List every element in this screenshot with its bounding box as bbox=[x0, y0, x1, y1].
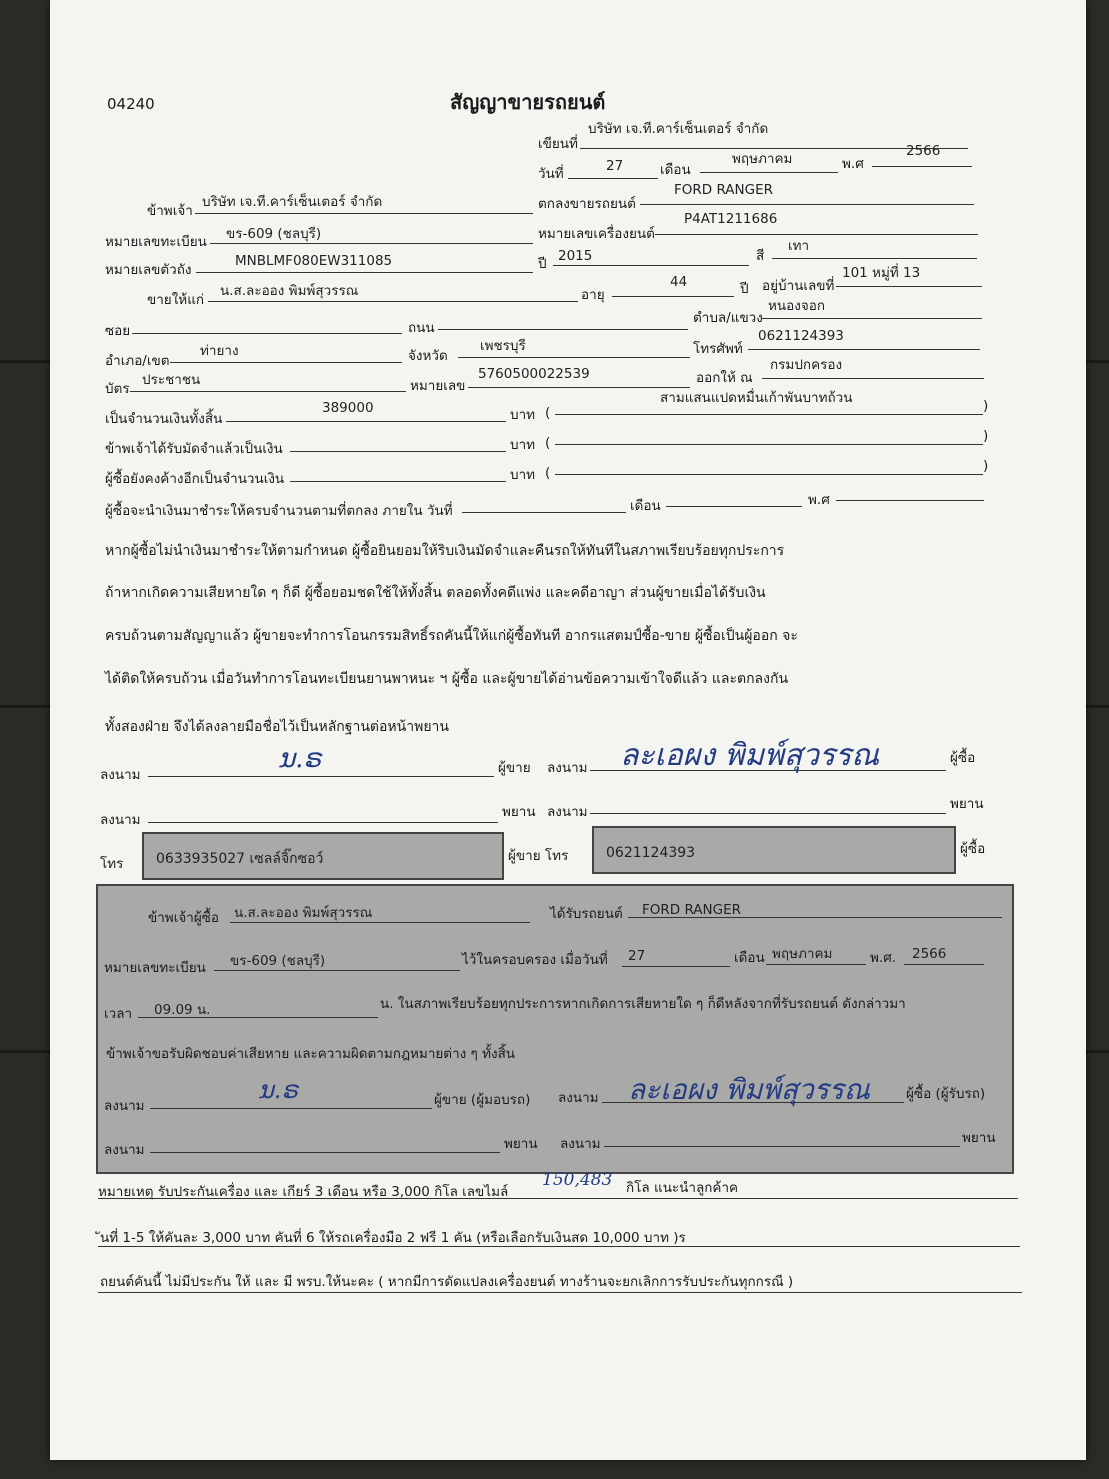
seller-label: ผู้ขาย bbox=[498, 760, 531, 776]
total-label: เป็นจำนวนเงินทั้งสิ้น bbox=[105, 411, 223, 427]
witness-label: พยาน bbox=[502, 804, 536, 820]
age-label: อายุ bbox=[581, 287, 605, 303]
receipt-year: 2566 bbox=[912, 946, 947, 962]
color-value: เทา bbox=[788, 238, 810, 254]
witness-label: พยาน bbox=[950, 796, 984, 812]
receipt-plate: ขร-609 (ชลบุรี) bbox=[230, 953, 326, 969]
chassis-label: หมายเลขตัวถัง bbox=[105, 262, 192, 278]
receipt-month: พฤษภาคม bbox=[772, 946, 833, 962]
receipt-seller-label: ผู้ขาย (ผู้มอบรถ) bbox=[434, 1092, 531, 1108]
buyer-phone: 0621124393 bbox=[606, 845, 696, 861]
car-year: 2015 bbox=[558, 248, 593, 264]
deposit-label: ข้าพเจ้าได้รับมัดจำแล้วเป็นเงิน bbox=[105, 441, 283, 457]
page-title: สัญญาขายรถยนต์ bbox=[450, 90, 606, 114]
issued-by: กรมปกครอง bbox=[770, 357, 843, 373]
receipt-buyer-label: ข้าพเจ้าผู้ซื้อ bbox=[148, 910, 219, 926]
phone-label: โทรศัพท์ bbox=[693, 341, 743, 357]
seller-phone: 0633935027 เซลล์จิ๊กซอว์ bbox=[156, 851, 324, 867]
terms-line: ถ้าหากเกิดความเสียหายใด ๆ ก็ดี ผู้ซื้อยอมชดใช้ให้ทั้งสิ้น ตลอดทั้งคดีแพ่ง และคดีอาญา ส่วนผู้ขายเมื่อได้รับเงิน bbox=[105, 585, 766, 601]
sign-label: ลงนาม bbox=[104, 1142, 145, 1158]
written-at-value: บริษัท เจ.ที.คาร์เซ็นเตอร์ จำกัด bbox=[588, 121, 769, 137]
engine-label: หมายเลขเครื่องยนต์ bbox=[538, 226, 655, 242]
remarks-line: ันที่ 1-5 ให้คันละ 3,000 บาท คันที่ 6 ให้รถเครื่องมือ 2 ฟรี 1 คัน (หรือเลือกรับเงินสด 10,000 บาท )ร bbox=[100, 1230, 686, 1246]
card-label: บัตร bbox=[105, 381, 130, 397]
sold-to-label: ขายให้แก่ bbox=[147, 292, 205, 308]
owed-label: ผู้ซื้อยังคงค้างอีกเป็นจำนวนเงิน bbox=[105, 471, 285, 487]
receipt-time: 09.09 น. bbox=[154, 1002, 211, 1018]
seller-phone-label: ผู้ขาย โทร bbox=[508, 848, 569, 864]
pay-month-label: เดือน bbox=[630, 498, 661, 514]
sign-label: ลงนาม bbox=[100, 812, 141, 828]
sign-label: ลงนาม bbox=[560, 1136, 601, 1152]
card-no-label: หมายเลข bbox=[410, 378, 466, 394]
receipt-buyer: น.ส.ละออง พิมพ์สุวรรณ bbox=[234, 905, 373, 921]
receipt-car: FORD RANGER bbox=[642, 902, 741, 918]
car-year-label: ปี bbox=[538, 256, 547, 272]
terms-line: ได้ติดให้ครบถ้วน เมื่อวันทำการโอนทะเบียนยานพาหนะ ฯ ผู้ซื้อ และผู้ขายได้อ่านข้อความเข้าใจดีแล้ว และตกลงกัน bbox=[105, 671, 789, 687]
receipt-year-label: พ.ศ. bbox=[870, 950, 897, 966]
phone-label: โทร bbox=[100, 856, 124, 872]
baht-label: บาท bbox=[510, 467, 536, 483]
possession-label: ไว้ในครอบครอง เมื่อวันที่ bbox=[462, 952, 608, 968]
time-label: เวลา bbox=[104, 1006, 133, 1022]
seller-signature: ນ.ຣ bbox=[278, 744, 322, 774]
road-label: ถนน bbox=[408, 320, 435, 336]
receipt-seller-signature: ນ.ຣ bbox=[258, 1076, 298, 1104]
house-value: 101 หมู่ที่ 13 bbox=[842, 265, 921, 281]
receipt-plate-label: หมายเลขทะเบียน bbox=[104, 960, 206, 976]
date-year: 2566 bbox=[906, 143, 941, 159]
sign-label: ลงนาม bbox=[104, 1098, 145, 1114]
district-label: อำเภอ/เขต bbox=[105, 353, 170, 369]
received-label: ได้รับรถยนต์ bbox=[550, 906, 623, 922]
baht-label: บาท bbox=[510, 437, 536, 453]
i-label: ข้าพเจ้า bbox=[147, 203, 193, 219]
province-label: จังหวัด bbox=[408, 348, 448, 364]
subdistrict-value: หนองจอก bbox=[768, 298, 826, 314]
seller-phone-box bbox=[142, 832, 504, 880]
buyer-label: ผู้ซื้อ bbox=[960, 841, 986, 857]
subdistrict-label: ตำบล/แขวง bbox=[693, 310, 763, 326]
witness-label: พยาน bbox=[962, 1130, 996, 1146]
sign-label: ลงนาม bbox=[547, 760, 588, 776]
chassis-value: MNBLMF080EW311085 bbox=[235, 253, 393, 269]
buyer-signature: ละเอผง พิมพ์สุวรรณ bbox=[620, 738, 880, 773]
plate-value: ขร-609 (ชลบุรี) bbox=[226, 226, 322, 242]
baht-label: บาท bbox=[510, 407, 536, 423]
car-model: FORD RANGER bbox=[674, 182, 773, 198]
agree-label: ตกลงขายรถยนต์ bbox=[538, 196, 636, 212]
soi-label: ซอย bbox=[105, 323, 131, 339]
district-value: ท่ายาง bbox=[200, 343, 239, 359]
mileage-value: 150,483 bbox=[542, 1170, 613, 1190]
color-label: สี bbox=[756, 248, 765, 264]
phone-value: 0621124393 bbox=[758, 328, 844, 344]
sign-label: ลงนาม bbox=[100, 767, 141, 783]
remarks-line: หมายเหตุ รับประกันเครื่อง และ เกียร์ 3 เดือน หรือ 3,000 กิโล เลขไมล์ bbox=[98, 1184, 509, 1200]
engine-value: P4AT1211686 bbox=[684, 211, 778, 227]
remarks-line: ถยนต์คันนี้ ไม่มีประกัน ให้ และ มี พรบ.ให้นะคะ ( หากมีการดัดแปลงเครื่องยนต์ ทางร้านจะยกเลิกการรับประกันทุกกรณี ) bbox=[100, 1274, 794, 1290]
pay-year-label: พ.ศ bbox=[808, 492, 830, 508]
remarks-line: กิโล แนะนำลูกค้าค bbox=[626, 1180, 739, 1196]
terms-line: ครบถ้วนตามสัญญาแล้ว ผู้ขายจะทำการโอนกรรมสิทธิ์รถคันนี้ให้แก่ผู้ซื้อทันที อากรแสตมป์ซื้อ-ขาย ผู้ซื้อเป็นผู้ออก จะ bbox=[105, 628, 798, 644]
buyer-name: น.ส.ละออง พิมพ์สุวรรณ bbox=[220, 283, 359, 299]
sign-label: ลงนาม bbox=[547, 804, 588, 820]
receipt-day: 27 bbox=[628, 948, 646, 964]
date-day: 27 bbox=[606, 158, 624, 174]
receipt-month-label: เดือน bbox=[734, 950, 765, 966]
sign-label: ลงนาม bbox=[558, 1090, 599, 1106]
issued-label: ออกให้ ณ bbox=[696, 370, 753, 386]
month-label: เดือน bbox=[660, 162, 691, 178]
year-label: พ.ศ bbox=[842, 156, 864, 172]
total-in-words: สามแสนแปดหมื่นเก้าพันบาทถ้วน bbox=[660, 390, 853, 406]
receipt-section bbox=[96, 884, 1014, 1174]
date-label: วันที่ bbox=[538, 166, 564, 182]
province-value: เพชรบุรี bbox=[480, 338, 526, 354]
card-no: 5760500022539 bbox=[478, 366, 590, 382]
age-unit: ปี bbox=[740, 281, 749, 297]
house-label: อยู่บ้านเลขที่ bbox=[762, 278, 835, 294]
buyer-phone-box bbox=[592, 826, 956, 874]
receipt-condition: น. ในสภาพเรียบร้อยทุกประการหากเกิดการเสียหายใด ๆ ก็ดีหลังจากที่รับรถยนต์ ดังกล่าวมา bbox=[380, 996, 906, 1012]
receipt-buyer-label: ผู้ซื้อ (ผู้รับรถ) bbox=[906, 1086, 986, 1102]
total-amount: 389000 bbox=[322, 400, 374, 416]
card-type: ประชาชน bbox=[142, 372, 201, 388]
receipt-liability: ข้าพเจ้าขอรับผิดชอบค่าเสียหาย และความผิดตามกฎหมายต่าง ๆ ทั้งสิ้น bbox=[106, 1046, 516, 1062]
receipt-buyer-signature: ละเอผง พิมพ์สุวรรณ bbox=[628, 1073, 870, 1106]
buyer-label: ผู้ซื้อ bbox=[950, 750, 976, 766]
date-month: พฤษภาคม bbox=[732, 151, 793, 167]
terms-line: หากผู้ซื้อไม่นำเงินมาชำระให้ตามกำหนด ผู้ซื้อยินยอมให้ริบเงินมัดจำและคืนรถให้ทันทีในสภาพเรียบร้อยทุกประการ bbox=[105, 543, 785, 559]
plate-label: หมายเลขทะเบียน bbox=[105, 234, 207, 250]
seller-name: บริษัท เจ.ที.คาร์เซ็นเตอร์ จำกัด bbox=[202, 194, 383, 210]
pay-deadline-label: ผู้ซื้อจะนำเงินมาชำระให้ครบจำนวนตามที่ตกลง ภายใน วันที่ bbox=[105, 503, 453, 519]
doc-number: 04240 bbox=[107, 95, 155, 113]
written-at-label: เขียนที่ bbox=[538, 136, 578, 152]
age-value: 44 bbox=[670, 274, 688, 290]
witness-label: พยาน bbox=[504, 1136, 538, 1152]
terms-line: ทั้งสองฝ่าย จึงได้ลงลายมือชื่อไว้เป็นหลักฐานต่อหน้าพยาน bbox=[105, 719, 449, 735]
contract-paper: 04240 สัญญาขายรถยนต์ เขียนที่ บริษัท เจ.ที.คาร์เซ็นเตอร์ จำกัด วันที่ 27 เดือน พฤษภาคม พ.ศ 2566 ข้าพเจ้า บริษัท เจ.ที.คาร์เซ็นเตอร์ จำกัด ตกลงขายรถยนต์ FORD RANGER หมายเลขทะเบียน ขร-609 (ชลบุรี) หมายเลขเครื่องยนต์ P4AT1211686 หมายเลขตัวถัง MNBLMF080EW311085 ปี 2015 สี เทา ขายให้แก่ น.ส.ละออง พิมพ์สุวรรณ อายุ 44 ปี อยู่บ้านเลขที่ 101 หมู่ที่ 13 ซอย ถนน ตำบล/แขวง หนองจอก อำเภอ/เขต ท่ายาง จังหวัด เพชรบุรี โทรศัพท์ 0621124393 บัตร ประชาชน หมายเลข 5760500022539 ออกให้ ณ กรมปกครอง เป็นจำนวนเงินทั้งสิ้น 389000 บาท ( สามแสนแปดหมื่นเก้าพันบาทถ้วน ) ข้าพเจ้าได้รับมัดจำแล้วเป็นเงิน บาท ( ) ผู้ซื้อยังคงค้างอีกเป็นจำนวนเงิน บาท ( ) ผู้ซื้อจะนำเงินมาชำระให้ครบจำนวนตามที่ตกลง ภายใน วันที่ เดือน พ.ศ หากผู้ซื้อไม่นำเงินมาชำระให้ตามกำหนด ผู้ซื้อยินยอมให้ริบเงินมัดจำและคืนรถให้ทันทีในสภาพเรียบร้อยทุกประการ ถ้าหากเกิดความเสียหายใด ๆ ก็ดี ผู้ซื้อยอมชดใช้ให้ทั้งสิ้น ตลอดทั้งคดีแพ่ง และคดีอาญา ส่วนผู้ขายเมื่อได้รับเงิน ครบถ้วนตามสัญญาแล้ว ผู้ขายจะทำการโอนกรรมสิทธิ์รถคันนี้ให้แก่ผู้ซื้อทันที อากรแสตมป์ซื้อ-ขาย ผู้ซื้อเป็นผู้ออก จะ ได้ติดให้ครบถ้วน เมื่อวันทำการโอนทะเบียนยานพาหนะ ฯ ผู้ซื้อ และผู้ขายได้อ่านข้อความเข้าใจดีแล้ว และตกลงกัน ทั้งสองฝ่าย จึงได้ลงลายมือชื่อไว้เป็นหลักฐานต่อหน้าพยาน ลงนาม ນ.ຣ ผู้ขาย ลงนาม ละเอผง พิมพ์สุวรรณ ผู้ซื้อ ลงนาม พยาน ลงนาม พยาน โทร 0633935027 เซลล์จิ๊กซอว์ ผู้ขาย โทร 0621124393 ผู้ซื้อ ข้าพเจ้าผู้ซื้อ น.ส.ละออง พิมพ์สุวรรณ ได้รับรถยนต์ FORD RANGER หมายเลขทะเบียน ขร-609 (ชลบุรี) ไว้ในครอบครอง เมื่อวันที่ 27 เดือน พฤษภาคม พ.ศ. 2566 เวลา 09.09 น. น. ในสภาพเรียบร้อยทุกประการหากเกิดการเสียหายใด ๆ ก็ดีหลังจากที่รับรถยนต์ ดังกล่าวมา ข้าพเจ้าขอรับผิดชอบค่าเสียหาย และความผิดตามกฎหมายต่าง ๆ ทั้งสิ้น ลงนาม ນ.ຣ ผู้ขาย (ผู้มอบรถ) ลงนาม ละเอผง พิมพ์สุวรรณ ผู้ซื้อ (ผู้รับรถ) ลงนาม พยาน ลงนาม พยาน หมายเหตุ รับประกันเครื่อง และ เกียร์ 3 เดือน หรือ 3,000 กิโล เลขไมล์ 150,483 กิโล แนะนำลูกค้าค ันที่ 1-5 ให้คันละ 3,000 บาท คันที่ 6 ให้รถเครื่องมือ 2 ฟรี 1 คัน (หรือเลือกรับเงินสด 10,000 บาท )ร ถยนต์คันนี้ ไม่มีประกัน ให้ และ มี พรบ.ให้นะคะ ( หากมีการดัดแปลงเครื่องยนต์ ทางร้านจะยกเลิกการรับประกันทุกกรณี ) bbox=[50, 0, 1086, 1460]
